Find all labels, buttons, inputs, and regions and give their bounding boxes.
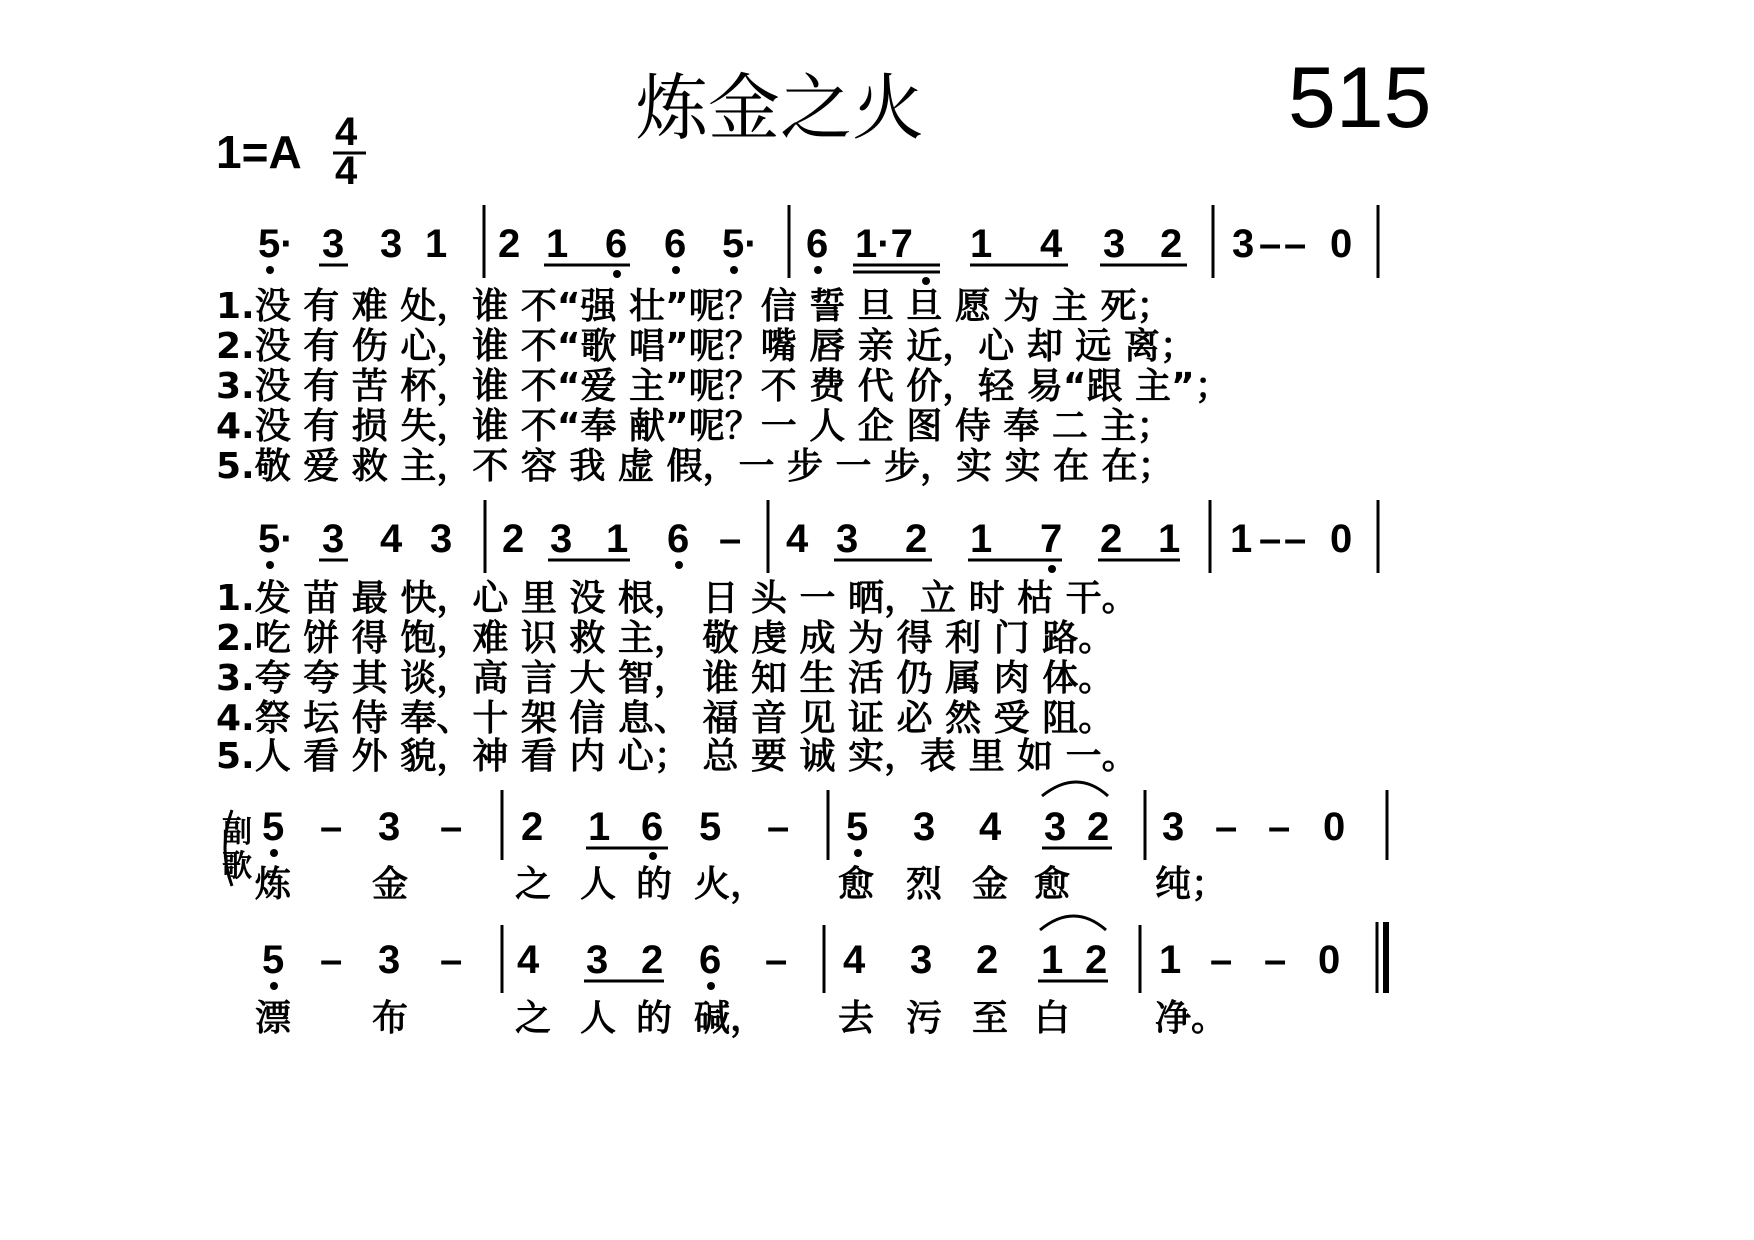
refrain-line-2-notes bbox=[262, 922, 1386, 993]
note: 5 bbox=[262, 805, 285, 849]
lyric-line: 4.祭 坛 侍 奉、十 架 信 息、 福 音 见 证 必 然 受 阻。 bbox=[216, 698, 1115, 739]
note: – bbox=[1268, 805, 1291, 849]
note: 5 bbox=[262, 938, 285, 982]
lyric-syllable: 人 bbox=[580, 864, 617, 905]
note: 5 bbox=[699, 805, 722, 849]
note: 3 bbox=[586, 938, 609, 982]
note: 7 bbox=[1040, 517, 1063, 561]
refrain-line-1-notes bbox=[262, 790, 1387, 860]
lyric-syllable: 金 bbox=[372, 864, 409, 905]
lyric-syllable: 白 bbox=[1034, 998, 1071, 1039]
lyric-syllable: 污 bbox=[906, 998, 943, 1039]
note: 4 bbox=[979, 805, 1002, 849]
note: 5 bbox=[846, 805, 869, 849]
note: 0 bbox=[1318, 938, 1341, 982]
note: – bbox=[320, 805, 343, 849]
note: 3 bbox=[1103, 222, 1126, 266]
lyric-line: 3.没 有 苦 杯，谁 不“爱 主”呢？不 费 代 价，轻 易“跟 主”； bbox=[216, 366, 1231, 407]
note: 2 bbox=[641, 938, 664, 982]
note: – bbox=[440, 938, 463, 982]
lyric-line: 5.人 看 外 貌，神 看 内 心； 总 要 诚 实，表 里 如 一。 bbox=[216, 736, 1138, 777]
note: – bbox=[1210, 938, 1233, 982]
lyric-syllable: 碱， bbox=[694, 998, 767, 1039]
lyric-syllable: 火， bbox=[694, 864, 767, 905]
lyric-line: 1.没 有 难 处，谁 不“强 壮”呢？信 誓 旦 旦 愿 为 主 死； bbox=[216, 286, 1173, 327]
refrain-line-1-octave-dots bbox=[270, 849, 862, 860]
note: – bbox=[1264, 938, 1287, 982]
note: 0 bbox=[1330, 517, 1353, 561]
song-title: 炼金之火 bbox=[636, 66, 925, 150]
lyric-syllable: 的 bbox=[636, 864, 673, 905]
note: 2 bbox=[502, 517, 525, 561]
section-1-beams-dots bbox=[319, 265, 1187, 272]
section-2-lyrics bbox=[216, 578, 1138, 777]
lyric-line: 4.没 有 损 失，谁 不“奉 献”呢？一 人 企 图 侍 奉 二 主； bbox=[216, 406, 1173, 447]
note: 3 bbox=[430, 517, 453, 561]
note: 2 bbox=[905, 517, 928, 561]
note: – bbox=[1284, 517, 1307, 561]
note: 3 bbox=[322, 517, 345, 561]
section-2-octave-dots bbox=[266, 561, 1056, 573]
lyric-syllable: 去 bbox=[838, 998, 875, 1039]
lyric-line: 2.没 有 伤 心，谁 不“歌 唱”呢？嘴 唇 亲 近，心 却 远 离； bbox=[216, 326, 1196, 367]
note: 1·7 bbox=[855, 222, 913, 266]
lyric-syllable: 至 bbox=[972, 998, 1009, 1039]
note: – bbox=[765, 938, 788, 982]
lyric-line: 1.发 苗 最 快，心 里 没 根， 日 头 一 晒，立 时 枯 干。 bbox=[216, 578, 1138, 619]
note: 4 bbox=[380, 517, 403, 561]
lyric-syllable: 漂 bbox=[255, 998, 292, 1039]
note: 4 bbox=[517, 938, 540, 982]
note: 3 bbox=[322, 222, 345, 266]
lyric-syllable: 之 bbox=[515, 864, 552, 905]
note: 5· bbox=[258, 517, 294, 561]
lyric-syllable: 人 bbox=[580, 998, 617, 1039]
section-1-octave-dots bbox=[266, 266, 930, 285]
song-number: 515 bbox=[1288, 50, 1432, 146]
note: 3 bbox=[550, 517, 573, 561]
time-signature-top: 4 bbox=[335, 110, 358, 154]
note: 2 bbox=[1160, 222, 1183, 266]
key-signature: 1=A bbox=[216, 126, 302, 178]
refrain-line-1-lyrics bbox=[254, 864, 1227, 905]
note: 1 bbox=[588, 805, 611, 849]
lyric-syllable: 净。 bbox=[1155, 998, 1228, 1039]
note: – bbox=[1215, 805, 1238, 849]
note: – bbox=[767, 805, 790, 849]
note: 2 bbox=[976, 938, 999, 982]
note: 6 bbox=[664, 222, 687, 266]
lyric-syllable: 烈 bbox=[906, 864, 943, 905]
note: 3 bbox=[913, 805, 936, 849]
note: 4 bbox=[843, 938, 866, 982]
note: – bbox=[719, 517, 742, 561]
lyric-line: 5.敬 爱 救 主，不 容 我 虚 假，一 步 一 步，实 实 在 在； bbox=[216, 446, 1174, 487]
note: 0 bbox=[1323, 805, 1346, 849]
lyric-syllable: 愈 bbox=[1034, 864, 1071, 905]
note: 1 bbox=[1230, 517, 1253, 561]
note: 3 bbox=[378, 938, 401, 982]
note: 6 bbox=[806, 222, 829, 266]
note: 1 bbox=[1041, 938, 1064, 982]
note: 3 bbox=[1232, 222, 1255, 266]
note: 3 bbox=[1044, 805, 1067, 849]
note: 1 bbox=[425, 222, 448, 266]
note: 6 bbox=[699, 938, 722, 982]
note: 0 bbox=[1330, 222, 1353, 266]
refrain-line-2-lyrics bbox=[255, 998, 1227, 1039]
note: 4 bbox=[1040, 222, 1063, 266]
note: 2 bbox=[521, 805, 544, 849]
section-1-lyrics bbox=[216, 286, 1231, 487]
note: 1 bbox=[1159, 938, 1182, 982]
lyric-line: 2.吃 饼 得 饱，难 识 救 主， 敬 虔 成 为 得 利 门 路。 bbox=[216, 618, 1115, 659]
lyric-syllable: 之 bbox=[515, 998, 552, 1039]
lyric-syllable: 的 bbox=[636, 998, 673, 1039]
note: 6 bbox=[667, 517, 690, 561]
note: 4 bbox=[786, 517, 809, 561]
note: 1 bbox=[970, 222, 993, 266]
lyric-syllable: 布 bbox=[372, 998, 409, 1039]
lyric-syllable: 愈 bbox=[838, 864, 875, 905]
note: 6 bbox=[641, 805, 664, 849]
note: 3 bbox=[378, 805, 401, 849]
slur bbox=[1040, 916, 1106, 930]
refrain-line-2-octave-dots bbox=[270, 982, 715, 990]
refrain-tag-char: 副 bbox=[222, 815, 252, 850]
note: – bbox=[1259, 517, 1282, 561]
section-2-notes bbox=[258, 500, 1378, 573]
note: 1 bbox=[606, 517, 629, 561]
note: 1 bbox=[546, 222, 569, 266]
note: 6 bbox=[605, 222, 628, 266]
note: 3 bbox=[380, 222, 403, 266]
note: 5· bbox=[722, 222, 758, 266]
note: – bbox=[320, 938, 343, 982]
note: 3 bbox=[836, 517, 859, 561]
note: – bbox=[1259, 222, 1282, 266]
note: 3 bbox=[910, 938, 933, 982]
note: 1 bbox=[1158, 517, 1181, 561]
time-signature-bottom: 4 bbox=[335, 149, 358, 193]
note: 1 bbox=[970, 517, 993, 561]
note: 2 bbox=[498, 222, 521, 266]
note: 2 bbox=[1100, 517, 1123, 561]
note: 3 bbox=[1162, 805, 1185, 849]
note: – bbox=[1284, 222, 1307, 266]
lyric-syllable: 炼 bbox=[255, 864, 292, 905]
note: 2 bbox=[1087, 805, 1110, 849]
refrain-tag-char: 歌 bbox=[222, 849, 252, 884]
lyric-syllable: 纯； bbox=[1155, 864, 1228, 905]
lyric-syllable: 金 bbox=[972, 864, 1009, 905]
note: 5· bbox=[258, 222, 294, 266]
note: – bbox=[440, 805, 463, 849]
slur bbox=[1042, 782, 1108, 796]
note: 2 bbox=[1085, 938, 1108, 982]
lyric-line: 3.夸 夸 其 谈，高 言 大 智， 谁 知 生 活 仍 属 肉 体。 bbox=[216, 658, 1115, 699]
